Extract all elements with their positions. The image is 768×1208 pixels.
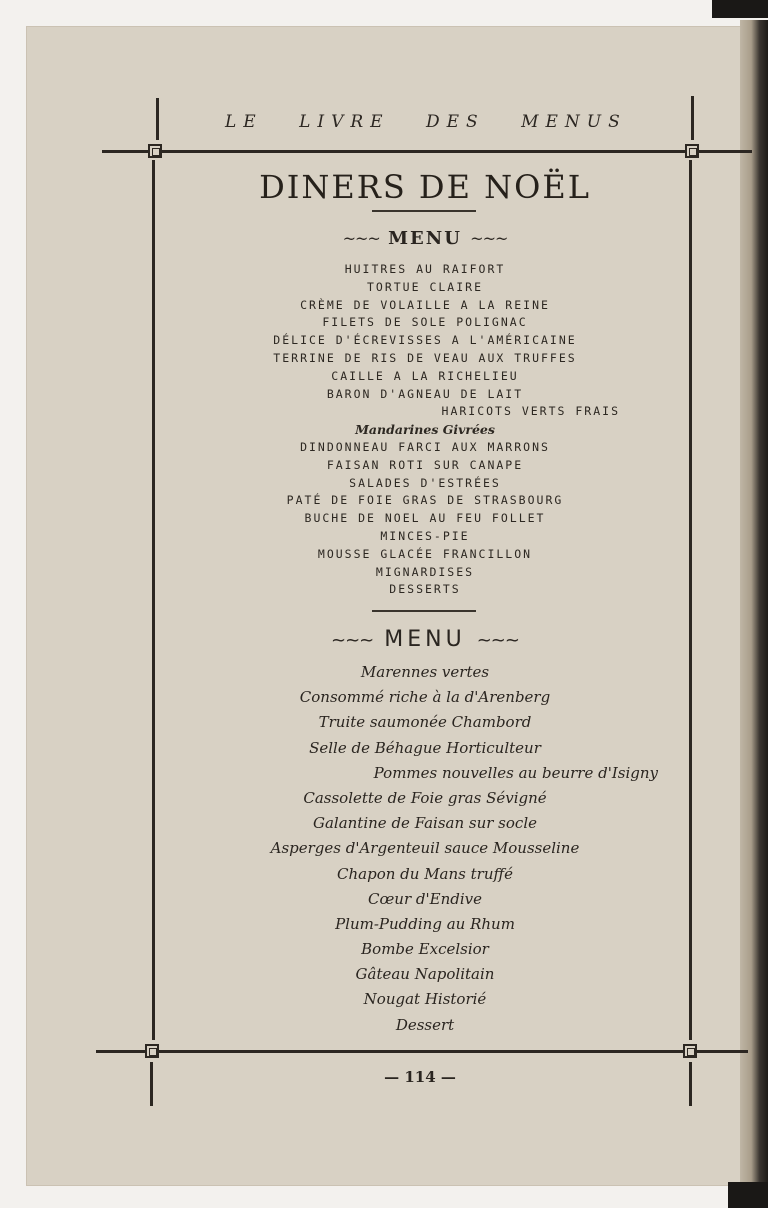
frame-left-top-tick bbox=[156, 98, 159, 140]
menu-item: DÉLICE D'ÉCREVISSES A L'AMÉRICAINE bbox=[273, 333, 577, 348]
menu-item: FILETS DE SOLE POLIGNAC bbox=[322, 315, 528, 330]
menu-item: HARICOTS VERTS FRAIS bbox=[441, 404, 620, 419]
menu-item: Pommes nouvelles au beurre d'Isigny bbox=[373, 763, 658, 782]
menu-item: Cœur d'Endive bbox=[368, 889, 482, 908]
menu-item: HUITRES AU RAIFORT bbox=[344, 262, 506, 276]
frame-right-top-tick bbox=[691, 96, 694, 140]
menu-item: PATÉ DE FOIE GRAS DE STRASBOURG bbox=[286, 493, 564, 508]
menu-heading-1-label: MENU bbox=[388, 228, 462, 249]
frame-left-rule bbox=[152, 160, 155, 1040]
menu-item: FAISAN ROTI SUR CANAPE bbox=[326, 457, 524, 472]
menu-item: Plum-Pudding au Rhum bbox=[335, 914, 515, 933]
menu-item: TERRINE DE RIS DE VEAU AUX TRUFFES bbox=[273, 350, 577, 365]
menu-item: Cassolette de Foie gras Sévigné bbox=[303, 788, 547, 807]
menu-item: MINCES-PIE bbox=[380, 528, 470, 543]
corner-ornament-top-right bbox=[685, 144, 699, 158]
menu-item: Bombe Excelsior bbox=[361, 940, 489, 959]
frame-bottom-rule bbox=[96, 1050, 748, 1053]
frame-right-bottom-tick bbox=[689, 1062, 692, 1106]
menu-heading-2 bbox=[290, 627, 560, 652]
book-spine bbox=[740, 20, 768, 1208]
menu-heading-1 bbox=[300, 228, 550, 249]
menu-item: BUCHE DE NOEL AU FEU FOLLET bbox=[304, 511, 546, 526]
menu-list-1 bbox=[200, 261, 650, 599]
menu-item: Galantine de Faisan sur socle bbox=[312, 814, 537, 833]
page-number: — 114 — bbox=[384, 1068, 456, 1086]
corner-ornament-bottom-left bbox=[145, 1044, 159, 1058]
frame-right-rule bbox=[689, 160, 692, 1040]
book-edge-top bbox=[712, 0, 768, 18]
frame-top-rule bbox=[102, 150, 752, 153]
menu-item: Nougat Historié bbox=[363, 990, 487, 1009]
menu-item: Selle de Béhague Horticulteur bbox=[309, 738, 541, 757]
menu-item: DESSERTS bbox=[389, 582, 461, 597]
menu-item: BARON D'AGNEAU DE LAIT bbox=[326, 386, 524, 401]
wave-ornament-left: ~~~ bbox=[342, 229, 380, 248]
book-edge-bottom bbox=[728, 1182, 768, 1208]
menu-item: Chapon du Mans truffé bbox=[337, 864, 513, 883]
frame-left-bottom-tick bbox=[150, 1062, 153, 1106]
menu-item: Mandarines Givrées bbox=[355, 422, 495, 438]
corner-ornament-top-left bbox=[148, 144, 162, 158]
menu-heading-2-label: MENU bbox=[384, 627, 466, 652]
menu-item: MOUSSE GLACÉE FRANCILLON bbox=[317, 546, 533, 561]
menu-item: Gâteau Napolitain bbox=[355, 965, 495, 984]
running-head: LE LIVRE DES MENUS bbox=[225, 112, 627, 132]
menu-item: DINDONNEAU FARCI AUX MARRONS bbox=[300, 439, 550, 454]
menu-item: CRÈME DE VOLAILLE A LA REINE bbox=[300, 297, 550, 312]
page-title: DINERS DE NOËL bbox=[259, 168, 591, 206]
menu-item: TORTUE CLAIRE bbox=[366, 279, 483, 294]
menu-list-2 bbox=[200, 660, 658, 1038]
menu-item: Marennes vertes bbox=[360, 663, 490, 681]
menu-1-end-rule bbox=[372, 610, 476, 612]
menu-item: CAILLE A LA RICHELIEU bbox=[331, 368, 519, 383]
menu-item: SALADES D'ESTRÉES bbox=[349, 475, 501, 490]
wave-ornament-right: ~~~ bbox=[476, 630, 519, 651]
menu-item: Consommé riche à la d'Arenberg bbox=[299, 688, 551, 707]
menu-item: Truite saumonée Chambord bbox=[318, 713, 532, 732]
menu-item: MIGNARDISES bbox=[375, 564, 475, 579]
wave-ornament-right: ~~~ bbox=[470, 229, 508, 248]
corner-ornament-bottom-right bbox=[683, 1044, 697, 1058]
menu-item: Dessert bbox=[395, 1015, 455, 1034]
title-underline bbox=[372, 210, 476, 212]
menu-item: Asperges d'Argenteuil sauce Mousseline bbox=[270, 839, 580, 858]
wave-ornament-left: ~~~ bbox=[331, 630, 374, 651]
